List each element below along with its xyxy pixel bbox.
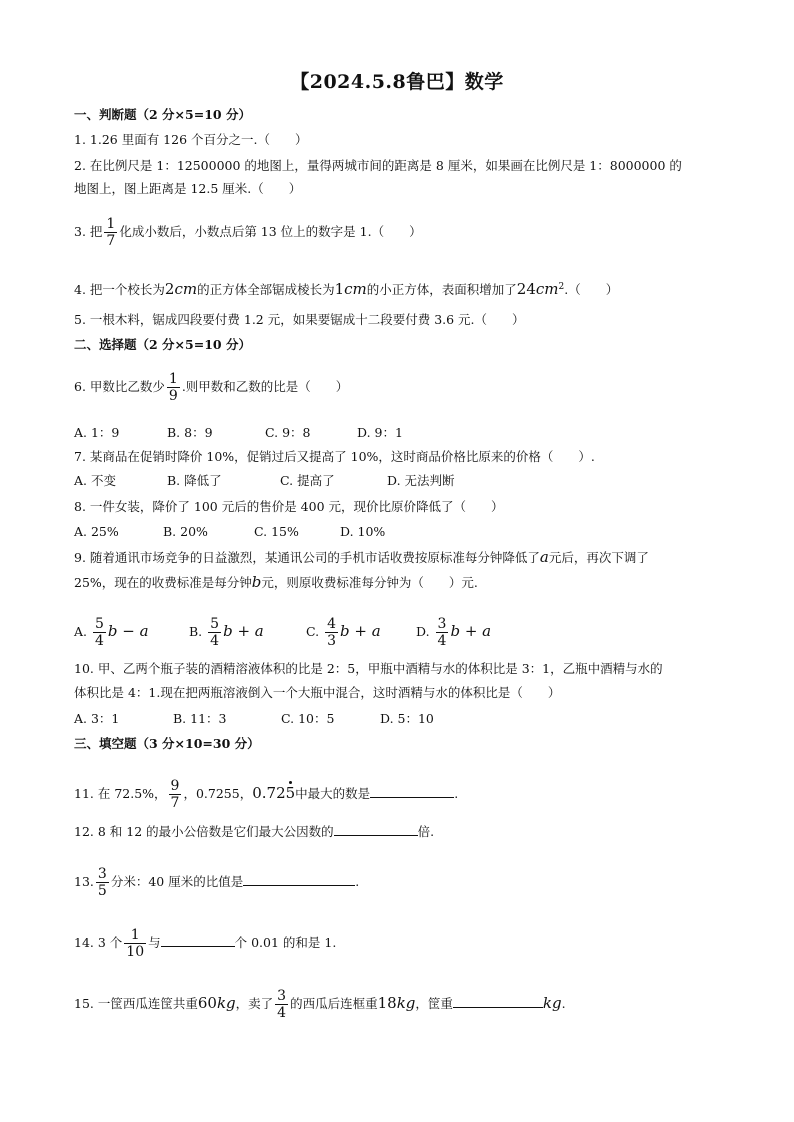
q9-option-b-num: 5 bbox=[210, 616, 220, 632]
q9-option-b-fraction bbox=[208, 616, 221, 649]
q9-line2-prefix: 25%，现在的收费标准是每分钟 bbox=[74, 575, 252, 590]
q11-answer-blank[interactable] bbox=[370, 784, 454, 798]
q11-fraction bbox=[169, 778, 182, 811]
q13-fraction-den: 5 bbox=[97, 883, 107, 899]
q9-option-d-label: D. bbox=[416, 624, 430, 639]
q9-option-a-expr: b − a bbox=[107, 622, 149, 640]
q15-value-2: 18 bbox=[377, 994, 397, 1012]
q6-fraction bbox=[167, 371, 180, 404]
q9-option-a-num: 5 bbox=[95, 616, 104, 632]
q9-option-b-expr: b + a bbox=[223, 622, 264, 640]
q9-option-a[interactable] bbox=[74, 616, 149, 649]
q14-fraction-den: 10 bbox=[126, 944, 145, 960]
q4-value-3: 24 bbox=[516, 280, 536, 299]
q12-prefix: 12. 8 和 12 的最小公倍数是它们最大公因数的 bbox=[74, 824, 334, 839]
q11-end: . bbox=[454, 786, 459, 801]
section-choice-heading: 二、选择题（2 分×5=10 分） bbox=[74, 337, 251, 352]
question-3 bbox=[74, 216, 734, 249]
q13-mid: 分米：40 厘米的比值是 bbox=[110, 874, 244, 889]
q9-option-b[interactable] bbox=[189, 616, 264, 649]
q9-option-b-den: 4 bbox=[210, 633, 220, 649]
q14-fraction bbox=[124, 927, 146, 960]
q8-option-d[interactable]: D. 10% bbox=[340, 524, 386, 539]
page-title: 【2024.5.8鲁巴】数学 bbox=[290, 71, 504, 93]
question-10-line-2: 体积比是 4：1.现在把两瓶溶液倒入一个大瓶中混合，这时酒精与水的体积比是（ ） bbox=[74, 685, 561, 700]
q6-option-c[interactable]: C. 9：8 bbox=[265, 425, 311, 440]
question-13 bbox=[74, 866, 734, 899]
q9-option-c-label: C. bbox=[306, 624, 320, 639]
q11-fraction-num: 9 bbox=[170, 778, 180, 794]
q9-option-c-expr: b + a bbox=[340, 622, 381, 640]
q4-unit-3: cm bbox=[535, 280, 559, 299]
q10-option-a[interactable]: A. 3：1 bbox=[74, 711, 120, 726]
q15-fraction-num: 3 bbox=[277, 988, 287, 1004]
question-1: 1. 1.26 里面有 126 个百分之一.（ ） bbox=[74, 132, 308, 147]
section-judge-heading: 一、判断题（2 分×5=10 分） bbox=[74, 107, 251, 122]
q14-suffix: 个 0.01 的和是 1. bbox=[234, 935, 337, 950]
q15-mid-2: 的西瓜后连框重 bbox=[290, 996, 378, 1011]
q14-prefix: 14. 3 个 bbox=[74, 935, 123, 950]
q3-fraction bbox=[104, 216, 117, 249]
question-7: 7. 某商品在促销时降价 10%，促销过后又提高了 10%，这时商品价格比原来的价格（ ）. bbox=[74, 449, 595, 464]
q9-option-a-fraction bbox=[93, 616, 106, 649]
q11-prefix: 11. 在 72.5%， bbox=[74, 786, 167, 801]
q15-fraction-den: 4 bbox=[277, 1005, 287, 1021]
question-9-options bbox=[74, 616, 734, 649]
section-fill-heading: 三、填空题（3 分×10=30 分） bbox=[74, 736, 260, 751]
q10-option-c[interactable]: C. 10：5 bbox=[281, 711, 335, 726]
q15-unit-2: kg bbox=[396, 994, 416, 1012]
q15-value-1: 60 bbox=[197, 994, 217, 1012]
q9-line1-prefix: 9. 随着通讯市场竞争的日益激烈，某通讯公司的手机市话收费按原标准每分钟降低了 bbox=[74, 550, 540, 565]
q14-mid: 与 bbox=[148, 935, 161, 950]
q6-prefix: 6. 甲数比乙数少 bbox=[74, 379, 165, 394]
q15-answer-blank[interactable] bbox=[453, 994, 543, 1008]
q9-line1-suffix: 元后，再次下调了 bbox=[548, 550, 649, 565]
question-2-line-1: 2. 在比例尺是 1：12500000 的地图上，量得两城市间的距离是 8 厘米，如果画在比例尺是 1：8000000 的 bbox=[74, 158, 682, 173]
q4-value-1: 2 bbox=[164, 280, 175, 299]
q13-end: . bbox=[355, 874, 360, 889]
q8-option-c[interactable]: C. 15% bbox=[254, 524, 299, 539]
q8-option-b[interactable]: B. 20% bbox=[163, 524, 208, 539]
q4-value-2: 1 bbox=[334, 280, 345, 299]
q9-option-c-fraction bbox=[325, 616, 338, 649]
question-15 bbox=[74, 988, 734, 1021]
q9-line2-suffix: 元，则原收费标准每分钟为（ ）元. bbox=[261, 575, 478, 590]
q3-prefix: 3. 把 bbox=[74, 224, 103, 239]
q4-mid: 的正方体全部锯成棱长为 bbox=[197, 282, 335, 298]
q4-unit-1: cm bbox=[174, 280, 198, 299]
q9-option-d-fraction bbox=[436, 616, 449, 649]
question-5: 5. 一根木料，锯成四段要付费 1.2 元，如果要锯成十二段要付费 3.6 元.（ ） bbox=[74, 312, 525, 327]
question-9-line-2 bbox=[74, 573, 734, 592]
q9-option-c-num: 4 bbox=[327, 616, 336, 632]
q13-answer-blank[interactable] bbox=[243, 872, 355, 886]
q9-option-d-num: 3 bbox=[437, 616, 447, 632]
q10-option-d[interactable]: D. 5：10 bbox=[380, 711, 434, 726]
q9-option-b-label: B. bbox=[189, 624, 203, 639]
question-8: 8. 一件女装，降价了 100 元后的售价是 400 元，现价比原价降低了（ ） bbox=[74, 499, 504, 514]
q9-option-d[interactable] bbox=[416, 616, 491, 649]
q3-suffix: 化成小数后，小数点后第 13 位上的数字是 1.（ ） bbox=[119, 224, 422, 239]
question-11 bbox=[74, 778, 734, 811]
q13-fraction-num: 3 bbox=[97, 866, 107, 882]
q13-prefix: 13. bbox=[74, 874, 94, 889]
question-14 bbox=[74, 927, 734, 960]
question-4 bbox=[74, 278, 734, 299]
q15-fraction bbox=[275, 988, 288, 1021]
q11-suffix: 中最大的数是 bbox=[295, 786, 371, 801]
q9-var-a: a bbox=[539, 548, 549, 566]
q10-option-b[interactable]: B. 11：3 bbox=[173, 711, 227, 726]
q4-mid-2: 的小正方体，表面积增加了 bbox=[366, 282, 517, 298]
q11-mid: ，0.7255， bbox=[183, 786, 253, 801]
q9-option-d-den: 4 bbox=[437, 633, 447, 649]
q3-fraction-num: 1 bbox=[106, 216, 116, 232]
q12-suffix: 倍. bbox=[417, 824, 435, 839]
q6-option-d[interactable]: D. 9：1 bbox=[357, 425, 403, 440]
q6-fraction-num: 1 bbox=[168, 371, 178, 387]
q4-exponent: 2 bbox=[558, 282, 565, 292]
q13-fraction bbox=[96, 866, 109, 899]
q14-answer-blank[interactable] bbox=[161, 933, 235, 947]
question-9-line-1 bbox=[74, 548, 734, 567]
q3-fraction-den: 7 bbox=[106, 233, 116, 249]
q15-unit-3: kg bbox=[542, 994, 562, 1012]
q6-option-a[interactable]: A. 1：9 bbox=[74, 425, 120, 440]
q11-repeating-digit: 5 bbox=[285, 784, 296, 802]
q9-option-d-expr: b + a bbox=[450, 622, 492, 640]
q4-suffix: .（ ） bbox=[564, 282, 619, 298]
q9-option-a-den: 4 bbox=[95, 633, 104, 649]
q7-option-a[interactable]: A. 不变 bbox=[74, 473, 116, 488]
q6-suffix: .则甲数和乙数的比是（ ） bbox=[181, 379, 349, 394]
q4-prefix: 4. 把一个校长为 bbox=[74, 282, 165, 298]
q12-answer-blank[interactable] bbox=[334, 822, 418, 836]
q15-mid: ，卖了 bbox=[235, 996, 274, 1011]
q8-option-a[interactable]: A. 25% bbox=[74, 524, 119, 539]
q9-var-b: b bbox=[251, 573, 262, 591]
q9-option-c[interactable] bbox=[306, 616, 381, 649]
question-10-line-1: 10. 甲、乙两个瓶子装的酒精溶液体积的比是 2：5，甲瓶中酒精与水的体积比是 3：1，乙瓶中酒精与水的 bbox=[74, 661, 663, 676]
q11-fraction-den: 7 bbox=[170, 795, 180, 811]
question-12 bbox=[74, 822, 734, 841]
q9-option-a-label: A. bbox=[74, 624, 88, 639]
q11-repeating-base: 0.72 bbox=[252, 784, 286, 802]
q9-option-c-den: 3 bbox=[327, 633, 336, 649]
q6-option-b[interactable]: B. 8：9 bbox=[167, 425, 213, 440]
q15-unit-1: kg bbox=[216, 994, 236, 1012]
question-6 bbox=[74, 371, 734, 404]
q14-fraction-num: 1 bbox=[130, 927, 140, 943]
q15-end: . bbox=[561, 996, 566, 1011]
q15-mid-3: ，筐重 bbox=[415, 996, 453, 1011]
q4-unit-2: cm bbox=[344, 280, 367, 299]
q7-option-c[interactable]: C. 提高了 bbox=[280, 473, 335, 488]
q7-option-d[interactable]: D. 无法判断 bbox=[387, 473, 455, 488]
q15-prefix: 15. 一筐西瓜连筐共重 bbox=[74, 996, 198, 1011]
question-2-line-2: 地图上，图上距离是 12.5 厘米.（ ） bbox=[74, 181, 302, 196]
q7-option-b[interactable]: B. 降低了 bbox=[167, 473, 222, 488]
q6-fraction-den: 9 bbox=[168, 388, 178, 404]
